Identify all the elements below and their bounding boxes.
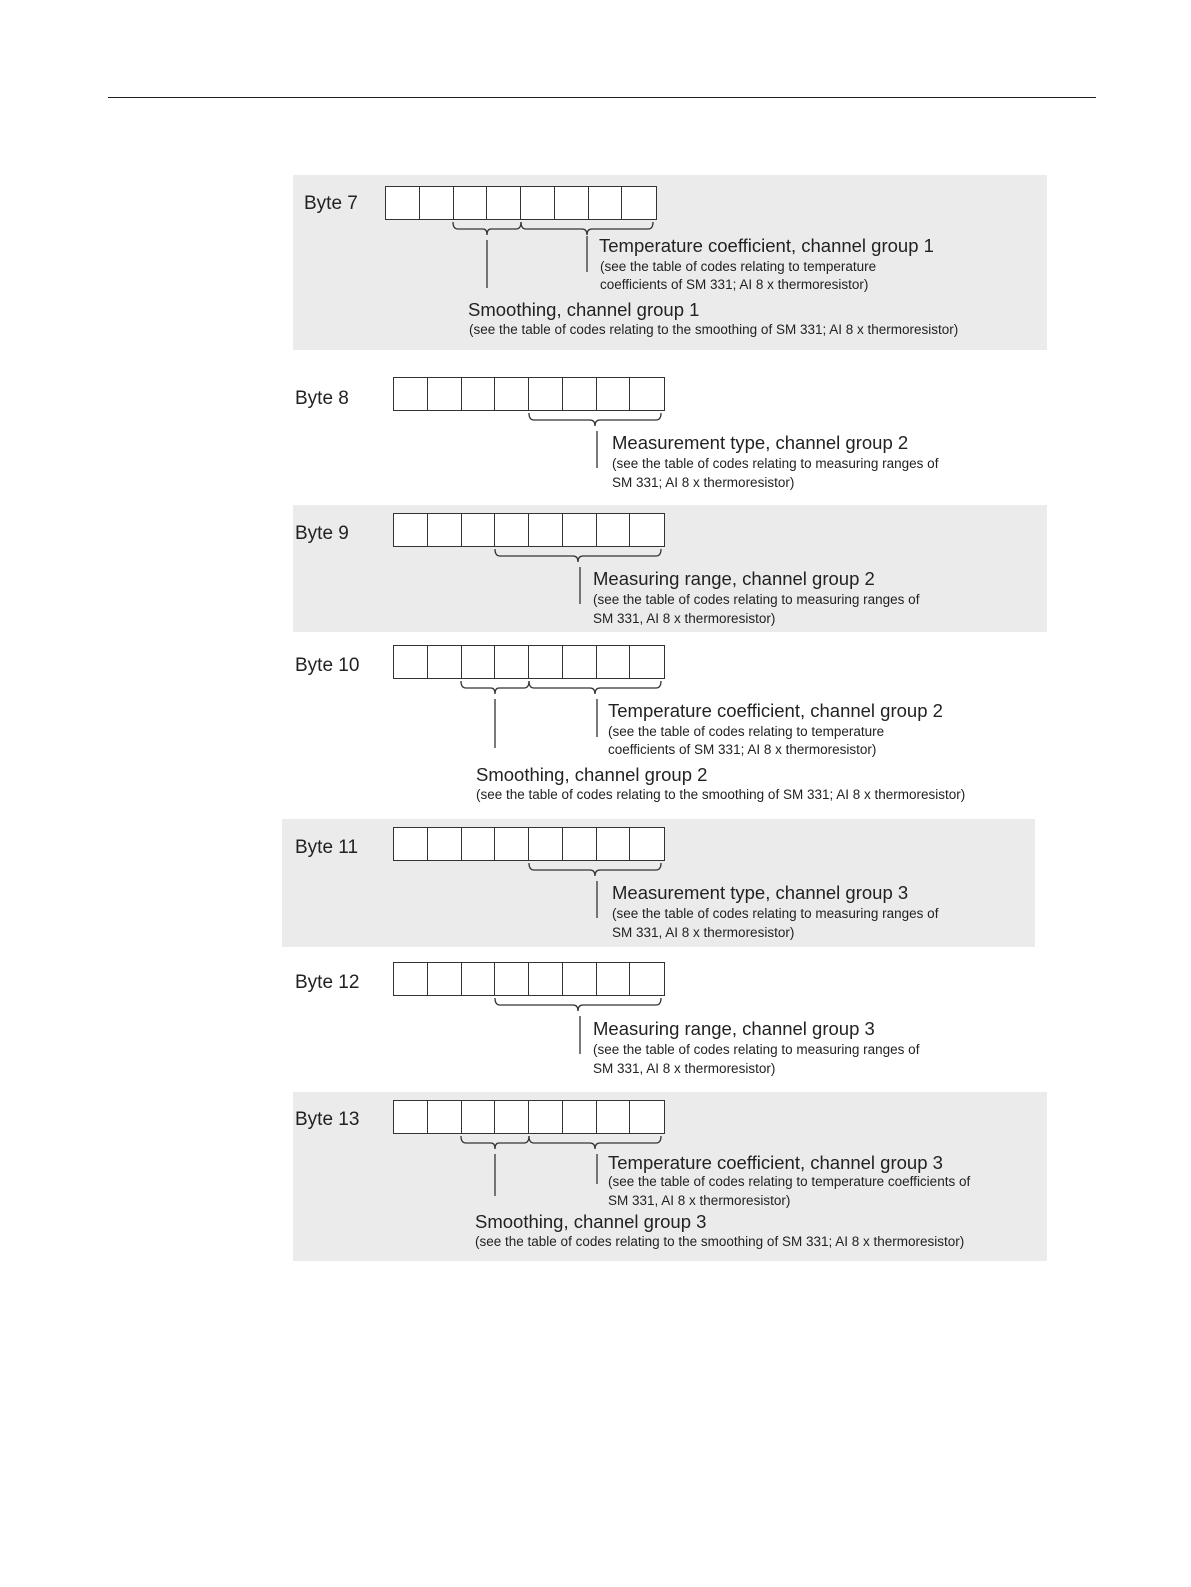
bit-cell bbox=[462, 378, 496, 410]
bit-cell bbox=[597, 378, 631, 410]
bit-cell bbox=[630, 646, 664, 678]
bit-cell bbox=[462, 828, 496, 860]
byte-12-measrange-title: Measuring range, channel group 3 bbox=[593, 1018, 875, 1039]
byte-10-label: Byte 10 bbox=[295, 655, 360, 676]
byte-12-measrange-brace bbox=[495, 998, 661, 1011]
bit-cell bbox=[597, 1101, 631, 1133]
byte-11-bit-cells bbox=[393, 827, 665, 861]
byte-11-meastype-title: Measurement type, channel group 3 bbox=[612, 882, 909, 903]
bit-cell bbox=[622, 187, 656, 219]
bit-cell bbox=[394, 378, 428, 410]
byte-10-bit-cells bbox=[393, 645, 665, 679]
bit-cell bbox=[428, 1101, 462, 1133]
byte-9-measrange-note-1: (see the table of codes relating to measuring ranges of bbox=[593, 592, 920, 607]
bit-cell bbox=[597, 646, 631, 678]
bit-cell bbox=[589, 187, 623, 219]
bit-cell bbox=[529, 963, 563, 995]
byte-10-smoothing-brace bbox=[461, 681, 529, 694]
bit-cell bbox=[529, 1101, 563, 1133]
bit-cell bbox=[394, 646, 428, 678]
bit-cell bbox=[563, 1101, 597, 1133]
bit-cell bbox=[462, 514, 496, 546]
byte-12-label: Byte 12 bbox=[295, 972, 360, 993]
byte-9-measrange-note-2: SM 331, AI 8 x thermoresistor) bbox=[593, 611, 776, 626]
byte-8-meastype-brace bbox=[529, 413, 661, 426]
bit-cell bbox=[597, 963, 631, 995]
bit-cell bbox=[630, 828, 664, 860]
bit-cell bbox=[386, 187, 420, 219]
bit-cell bbox=[420, 187, 454, 219]
bit-cell bbox=[630, 514, 664, 546]
bit-cell bbox=[495, 1101, 529, 1133]
byte-13-label: Byte 13 bbox=[295, 1109, 360, 1130]
byte-8-label: Byte 8 bbox=[295, 388, 349, 409]
byte-8-meastype-note-1: (see the table of codes relating to measuring ranges of bbox=[612, 456, 939, 471]
bit-cell bbox=[529, 828, 563, 860]
bit-cell bbox=[630, 378, 664, 410]
byte-9-measrange-title: Measuring range, channel group 2 bbox=[593, 568, 875, 589]
bit-cell bbox=[428, 514, 462, 546]
byte-7-bit-cells bbox=[385, 186, 657, 220]
byte-7-tempcoef-note-2: coefficients of SM 331; AI 8 x thermoresistor) bbox=[600, 277, 869, 292]
bit-cell bbox=[495, 378, 529, 410]
byte-13-tempcoef-title: Temperature coefficient, channel group 3 bbox=[608, 1152, 943, 1173]
byte-10-smoothing-title: Smoothing, channel group 2 bbox=[476, 764, 708, 785]
bit-cell bbox=[495, 646, 529, 678]
byte-12-bit-cells bbox=[393, 962, 665, 996]
bit-cell bbox=[462, 1101, 496, 1133]
bit-cell bbox=[462, 963, 496, 995]
bit-cell bbox=[462, 646, 496, 678]
byte-13-bit-cells bbox=[393, 1100, 665, 1134]
byte-9-bit-cells bbox=[393, 513, 665, 547]
byte-7-tempcoef-title: Temperature coefficient, channel group 1 bbox=[599, 235, 934, 256]
byte-10-tempcoef-brace bbox=[529, 681, 661, 694]
byte-13-smoothing-title: Smoothing, channel group 3 bbox=[475, 1211, 707, 1232]
bit-cell bbox=[394, 514, 428, 546]
byte-7-smoothing-title: Smoothing, channel group 1 bbox=[468, 299, 700, 320]
bit-cell bbox=[394, 963, 428, 995]
bit-cell bbox=[495, 963, 529, 995]
bit-cell bbox=[563, 963, 597, 995]
bit-cell bbox=[394, 1101, 428, 1133]
byte-13-tempcoef-note-1: (see the table of codes relating to temperature coefficients of bbox=[608, 1174, 971, 1189]
bit-cell bbox=[487, 187, 521, 219]
byte-8-bit-cells bbox=[393, 377, 665, 411]
bit-cell bbox=[495, 828, 529, 860]
bit-cell bbox=[428, 378, 462, 410]
bit-cell bbox=[529, 646, 563, 678]
byte-9-label: Byte 9 bbox=[295, 523, 349, 544]
bit-cell bbox=[428, 828, 462, 860]
byte-10-tempcoef-note-1: (see the table of codes relating to temperature bbox=[608, 724, 885, 739]
bit-cell bbox=[428, 963, 462, 995]
bit-cell bbox=[597, 514, 631, 546]
bit-cell bbox=[563, 828, 597, 860]
bit-cell bbox=[597, 828, 631, 860]
byte-11-meastype-note-2: SM 331, AI 8 x thermoresistor) bbox=[612, 925, 795, 940]
byte-10-tempcoef-note-2: coefficients of SM 331; AI 8 x thermoresistor) bbox=[608, 742, 877, 757]
bit-cell bbox=[394, 828, 428, 860]
bit-cell bbox=[521, 187, 555, 219]
byte-11-meastype-note-1: (see the table of codes relating to measuring ranges of bbox=[612, 906, 939, 921]
bit-cell bbox=[428, 646, 462, 678]
bit-cell bbox=[630, 1101, 664, 1133]
byte-8-meastype-note-2: SM 331; AI 8 x thermoresistor) bbox=[612, 475, 795, 490]
byte-10-tempcoef-title: Temperature coefficient, channel group 2 bbox=[608, 700, 943, 721]
bit-cell bbox=[555, 187, 589, 219]
byte-7-smoothing-note: (see the table of codes relating to the smoothing of SM 331; AI 8 x thermoresistor) bbox=[469, 322, 959, 337]
bit-cell bbox=[563, 514, 597, 546]
bit-cell bbox=[495, 514, 529, 546]
byte-8-meastype-title: Measurement type, channel group 2 bbox=[612, 432, 909, 453]
byte-12-measrange-note-2: SM 331, AI 8 x thermoresistor) bbox=[593, 1061, 776, 1076]
bit-cell bbox=[630, 963, 664, 995]
byte-7-label: Byte 7 bbox=[304, 193, 358, 214]
byte-13-tempcoef-note-2: SM 331, AI 8 x thermoresistor) bbox=[608, 1193, 791, 1208]
bit-cell bbox=[529, 514, 563, 546]
byte-7-tempcoef-note-1: (see the table of codes relating to temperature bbox=[600, 259, 877, 274]
bit-cell bbox=[529, 378, 563, 410]
bit-cell bbox=[454, 187, 488, 219]
byte-10-smoothing-note: (see the table of codes relating to the smoothing of SM 331; AI 8 x thermoresistor) bbox=[476, 787, 966, 802]
byte-11-label: Byte 11 bbox=[295, 837, 359, 858]
bit-cell bbox=[563, 378, 597, 410]
bit-cell bbox=[563, 646, 597, 678]
byte-12-measrange-note-1: (see the table of codes relating to measuring ranges of bbox=[593, 1042, 920, 1057]
byte-13-smoothing-note: (see the table of codes relating to the smoothing of SM 331; AI 8 x thermoresistor) bbox=[475, 1234, 965, 1249]
header-rule bbox=[108, 97, 1096, 98]
